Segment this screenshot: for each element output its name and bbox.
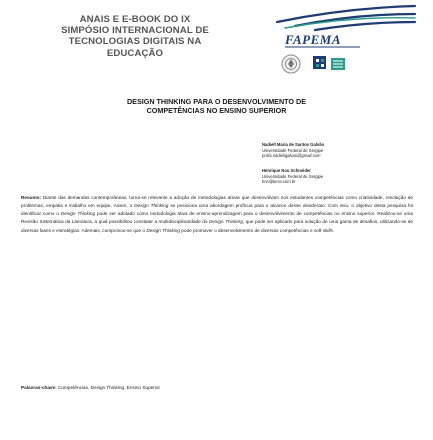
- abstract-body: [21, 195, 413, 233]
- keywords-text: Competências. Design Thinking. Ensino Superior: [56, 385, 161, 390]
- abstract-text: se posiciona uma abordagem profícua para o alcance desse desiderato. Com isso, o objetivo desta pesquisa foi identificar como o: [21, 203, 413, 217]
- event-title-line: TECNOLOGIAS DIGITAIS NA: [68, 36, 202, 48]
- author-block: [262, 168, 422, 185]
- abstract-italic-term: Design Thinking: [60, 211, 96, 217]
- event-title-line: SIMPÓSIO INTERNACIONAL DE: [61, 25, 209, 37]
- event-title-line: ANAIS E E-BOOK DO IX: [79, 14, 191, 25]
- university-logo-icon: [313, 56, 345, 70]
- author-name: Nadiell Maria de Santos Galvão: [262, 142, 325, 147]
- paper-title-line: DESIGN THINKING PARA O DESENVOLVIMENTO DE: [126, 97, 307, 106]
- abstract-text: pode ser adotado como metodologia ativa de ensino-aprendizagem para o desenvolvimento de competências no ensino superior. Realizou-se uma Revisão Sistemática da Literatura, a qual possibilitou constatar a multidisciplinaridade do: [21, 211, 413, 225]
- fapema-logo: FAPEMA: [285, 32, 341, 47]
- event-title-line: EDUCAÇÃO: [106, 47, 164, 59]
- author-email[interactable]: profa.nadieligalvao@gmail.com: [262, 153, 321, 159]
- author-affiliation: Universidade Federal de Sergipe: [262, 173, 324, 179]
- abstract-italic-term: soft skills: [313, 227, 333, 233]
- author-email[interactable]: hns@terra.com.br: [262, 179, 296, 185]
- abstract-italic-term: Design Thinking: [134, 203, 169, 209]
- paper-title-line: COMPETÊNCIAS NO ENSINO SUPERIOR: [146, 105, 287, 115]
- author-affiliation: Universidade Federal de Sergipe: [262, 147, 324, 153]
- paper-title: [20, 98, 413, 115]
- logo-graphics: [255, 4, 425, 74]
- abstract-italic-term: Design Thinking: [146, 227, 180, 233]
- event-title: [50, 14, 220, 59]
- keywords-label: Palavras-chave:: [21, 385, 57, 390]
- author-block: [262, 142, 422, 159]
- abstract-italic-term: Design Thinking: [209, 219, 243, 225]
- author-name: Henrique Nou Schneider: [262, 168, 311, 173]
- abstract-text: .: [332, 227, 335, 233]
- seal-icon: [282, 55, 300, 73]
- abstract-text: pode promover o desenvolvimento de diversas competências e: [179, 227, 314, 233]
- abstract-label: Resumo:: [21, 195, 42, 200]
- header-logos: [255, 4, 425, 74]
- abstract: [21, 194, 413, 235]
- abstract-text: , que pode ser aplicado para solução de uma gama de desafios, utilizando-se de diversas fases e estratégias. Ademais, comprovou-se que o: [21, 219, 414, 233]
- abstract-text: Diante das demandas contemporâneas, torna-se relevante a adoção de metodologias ativas que desenvolvam nos estudantes competências como criatividade, resolução de problemas, empatia e trabalho em equipe. Assim, o: [21, 195, 413, 209]
- keywords: [21, 384, 413, 392]
